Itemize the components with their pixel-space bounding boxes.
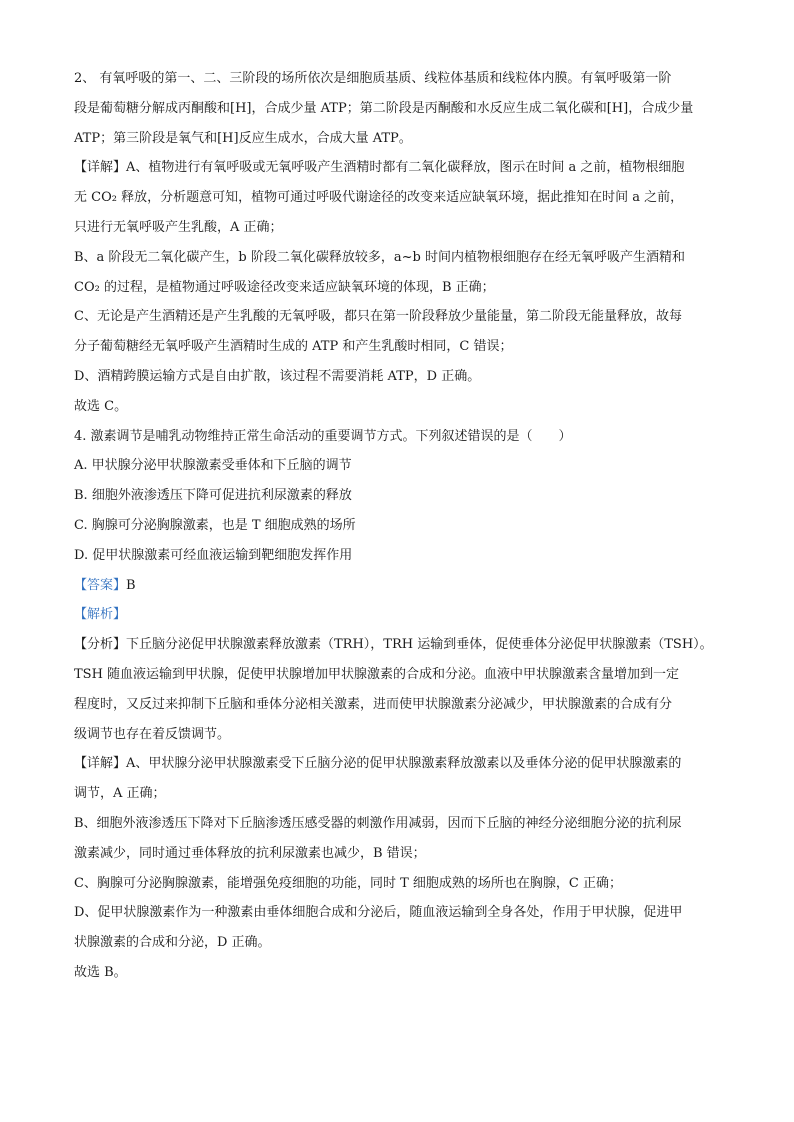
text-line: C、无论是产生酒精还是产生乳酸的无氧呼吸，都只在第一阶段释放少量能量，第二阶段无能量释放，故每: [74, 309, 682, 325]
analysis-heading: [74, 600, 728, 630]
answer-tag: 【答案】: [74, 577, 127, 593]
conclusion-line: 故选 C。: [74, 398, 128, 414]
text-line: 调节，A 正确；: [74, 786, 166, 802]
line-text: A、甲状腺分泌甲状腺激素受下丘脑分泌的促甲状腺激素释放激素以及垂体分泌的促甲状腺激素的: [126, 756, 682, 772]
text-line: [74, 630, 728, 660]
text-line: B、a 阶段无二氧化碳产生，b 阶段二氧化碳释放较多，a~b 时间内植物根细胞存在经无氧呼吸产生酒精和: [74, 249, 685, 265]
text-line: [74, 153, 728, 183]
text-line: 程度时，又反过来抑制下丘脑和垂体分泌相关激素，进而使甲状腺激素分泌减少，甲状腺激素的合成有分: [74, 696, 673, 712]
text-line: 无 CO₂ 释放，分析题意可知，植物可通过呼吸代谢途径的改变来适应缺氧环境，据此推知在时间 a 之前，: [74, 190, 684, 206]
text-line: [74, 749, 728, 779]
section-tag-detail: 【详解】: [74, 756, 127, 772]
text-line: B、细胞外液渗透压下降对下丘脑渗透压感受器的刺激作用减弱，因而下丘脑的神经分泌细胞分泌的抗利尿: [74, 815, 682, 831]
text-line: ATP；第三阶段是氧气和[H]反应生成水，合成大量 ATP。: [74, 130, 412, 146]
text-line: D、酒精跨膜运输方式是自由扩散，该过程不需要消耗 ATP，D 正确。: [74, 368, 481, 384]
option-d: D. 促甲状腺激素可经血液运输到靶细胞发挥作用: [74, 547, 353, 563]
text-line: 2、 有氧呼吸的第一、二、三阶段的场所依次是细胞质基质、线粒体基质和线粒体内膜。有氧呼吸第一阶: [74, 71, 672, 86]
answer-line: [74, 571, 728, 601]
option-a: A. 甲状腺分泌甲状腺激素受垂体和下丘脑的调节: [74, 458, 352, 474]
text-line: 分子葡萄糖经无氧呼吸产生酒精时生成的 ATP 和产生乳酸时相同，C 错误；: [74, 339, 513, 355]
section-tag-analysis: 【分析】: [74, 637, 127, 653]
text-line: D、促甲状腺激素作为一种激素由垂体细胞合成和分泌后，随血液运输到全身各处，作用于甲状腺，促进甲: [74, 905, 683, 921]
text-line: C、胸腺可分泌胸腺激素，能增强免疫细胞的功能，同时 T 细胞成熟的场所也在胸腺，C 正确；: [74, 875, 622, 891]
text-line: TSH 随血液运输到甲状腺，促使甲状腺增加甲状腺激素的合成和分泌。血液中甲状腺激素含量增加到一定: [74, 666, 680, 682]
option-b: B. 细胞外液渗透压下降可促进抗利尿激素的释放: [74, 488, 352, 504]
text-line: 段是葡萄糖分解成丙酮酸和[H]，合成少量 ATP；第二阶段是丙酮酸和水反应生成二氧化碳和[H]，合成少量: [74, 100, 694, 116]
option-c: C. 胸腺可分泌胸腺激素，也是 T 细胞成熟的场所: [74, 517, 356, 533]
text-line: CO₂ 的过程，是植物通过呼吸途径改变来适应缺氧环境的体现，B 正确；: [74, 279, 495, 295]
analysis-tag: 【解析】: [74, 607, 127, 623]
line-text: 下丘脑分泌促甲状腺激素释放激素（TRH），TRH 运输到垂体，促使垂体分泌促甲状腺激素（TSH）。: [126, 637, 713, 653]
conclusion-line: 故选 B。: [74, 964, 127, 980]
line-text: A、植物进行有氧呼吸或无氧呼吸产生酒精时都有二氧化碳释放，图示在时间 a 之前，植物根细胞: [126, 160, 685, 176]
section-tag-detail: 【详解】: [74, 160, 127, 176]
text-line: 级调节也存在着反馈调节。: [74, 726, 231, 742]
question-stem: 4. 激素调节是哺乳动物维持正常生命活动的重要调节方式。下列叙述错误的是（ ）: [74, 428, 572, 444]
answer-value: B: [126, 577, 136, 593]
text-line: 状腺激素的合成和分泌，D 正确。: [74, 935, 271, 951]
text-line: 激素减少，同时通过垂体释放的抗利尿激素也减少，B 错误；: [74, 845, 426, 861]
text-line: 只进行无氧呼吸产生乳酸，A 正确；: [74, 219, 283, 235]
document-body: [74, 64, 728, 988]
